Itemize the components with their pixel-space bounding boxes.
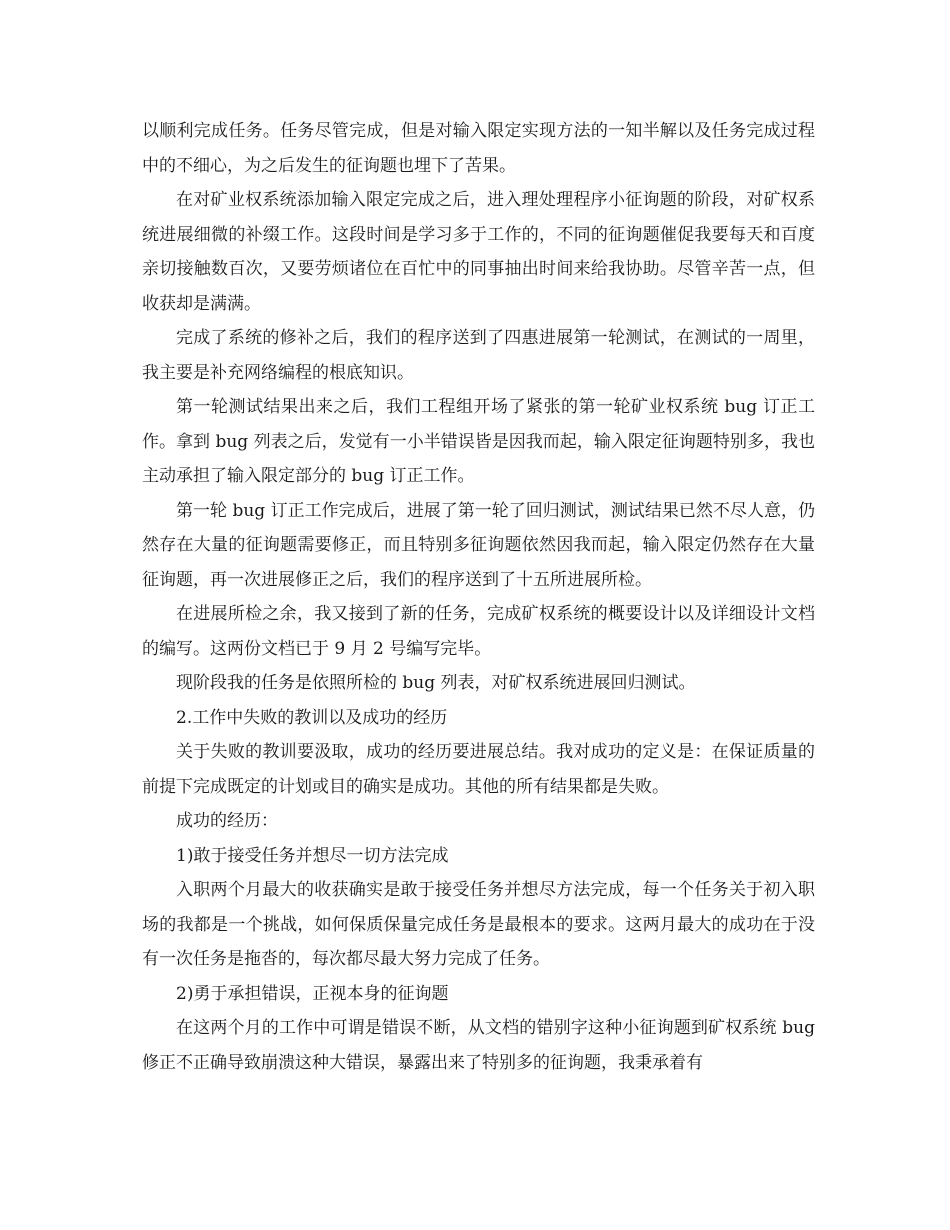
document-body — [142, 114, 815, 1080]
paragraph-success-definition: 关于失败的教训要汲取，成功的经历要进展总结。我对成功的定义是：在保证质量的前提下完成既定的计划或目的确实是成功。其他的所有结果都是失败。 — [142, 742, 815, 797]
list-item-heading-1: 1)敢于接受任务并想尽一切方法完成 — [176, 845, 449, 866]
paragraph-accept-tasks: 入职两个月最大的收获确实是敢于接受任务并想尽方法完成，每一个任务关于初入职场的我都是一个挑战，如何保质保量完成任务是最根本的要求。这两月最大的成功在于没有一次任务是拖沓的，每次都尽最大努力完成了任务。 — [142, 880, 815, 969]
section-heading-lessons: 2.工作中失败的教训以及成功的经历 — [176, 707, 448, 728]
list-item-heading-2: 2)勇于承担错误，正视本身的征询题 — [176, 983, 449, 1004]
paragraph-first-round-test: 完成了系统的修补之后，我们的程序送到了四惠进展第一轮测试，在测试的一周里，我主要是补充网络编程的根底知识。 — [142, 328, 815, 383]
paragraph-input-limit-fixes: 在对矿业权系统添加输入限定完成之后，进入理处理程序小征询题的阶段，对矿权系统进展细微的补缀工作。这段时间是学习多于工作的，不同的征询题催促我要每天和百度亲切接触数百次，又要劳烦诸位在百忙中的同事抽出时间来给我协助。尽管辛苦一点，但收获却是满满。 — [142, 190, 815, 314]
paragraph-regression-test: 第一轮 bug 订正工作完成后，进展了第一轮了回归测试，测试结果已然不尽人意，仍然存在大量的征询题需要修正，而且特别多征询题依然因我而起，输入限定仍然存在大量征询题，再一次进展修正之后，我们的程序送到了十五所进展所检。 — [142, 500, 815, 590]
paragraph-current-task: 现阶段我的任务是依照所检的 bug 列表，对矿权系统进展回归测试。 — [176, 673, 696, 693]
paragraph-admit-errors: 在这两个月的工作中可谓是错误不断，从文档的错别字这种小征询题到矿权系统 bug 修正不正确导致崩溃这种大错误，暴露出来了特别多的征询题，我秉承着有 — [142, 1018, 815, 1073]
paragraph-design-docs: 在进展所检之余，我又接到了新的任务，完成矿权系统的概要设计以及详细设计文档的编写。这两份文档已于 9 月 2 号编写完毕。 — [142, 604, 815, 659]
subheading-success-experience: 成功的经历： — [176, 811, 278, 831]
paragraph-continuation: 以顺利完成任务。任务尽管完成，但是对输入限定实现方法的一知半解以及任务完成过程中的不细心，为之后发生的征询题也埋下了苦果。 — [142, 121, 815, 176]
paragraph-bug-fixing: 第一轮测试结果出来之后，我们工程组开场了紧张的第一轮矿业权系统 bug 订正工作。拿到 bug 列表之后，发觉有一小半错误皆是因我而起，输入限定征询题特别多，我也主动承担了输入限定部分的 bug 订正工作。 — [142, 397, 815, 486]
